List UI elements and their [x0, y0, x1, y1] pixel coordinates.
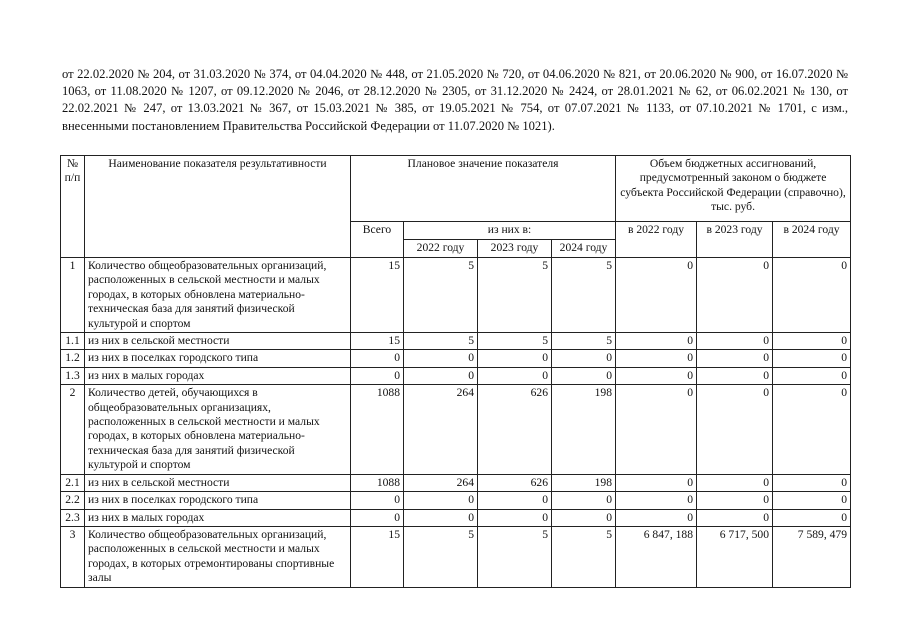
row-total: 0 — [351, 367, 404, 384]
row-plan-2023: 5 — [478, 333, 552, 350]
row-name: из них в поселках городского типа — [85, 350, 351, 367]
header-total: Всего — [351, 222, 404, 258]
row-budget-2022: 0 — [616, 258, 697, 333]
row-budget-2023: 0 — [697, 385, 773, 474]
row-plan-2024: 0 — [552, 350, 616, 367]
header-plan-2022: 2022 году — [404, 240, 478, 258]
row-total: 1088 — [351, 385, 404, 474]
row-num: 1.1 — [61, 333, 85, 350]
row-total: 15 — [351, 258, 404, 333]
row-plan-2022: 0 — [404, 350, 478, 367]
row-total: 0 — [351, 492, 404, 509]
row-name: Количество общеобразовательных организаций, расположенных в сельской местности и малых городах, в которых отремонтированы спортивные залы — [85, 526, 351, 587]
header-of-which: из них в: — [404, 222, 616, 240]
header-plan-2024: 2024 году — [552, 240, 616, 258]
row-num: 2.1 — [61, 474, 85, 491]
row-budget-2022: 0 — [616, 385, 697, 474]
row-name: из них в поселках городского типа — [85, 492, 351, 509]
intro-paragraph: от 22.02.2020 № 204, от 31.03.2020 № 374, от 04.04.2020 № 448, от 21.05.2020 № 720, от 04.06.2020 № 821, от 20.06.2020 № 900, от 16.07.2020 № 1063, от 11.08.2020 № 1207, от 09.12.2020 № 2046, от 28.12.2020 № 2305, от 31.12.2020 № 2424, от 28.01.2021 № 62, от 06.02.2021 № 130, от 22.02.2021 № 247, от 13.03.2021 № 367, от 15.03.2021 № 385, от 19.05.2021 № 754, от 07.07.2021 № 1133, от 07.10.2021 № 1701, с изм., внесенными постановлением Правительства Российской Федерации от 11.07.2020 № 1021). — [62, 67, 848, 133]
row-plan-2023: 0 — [478, 367, 552, 384]
row-num: 1.2 — [61, 350, 85, 367]
row-plan-2024: 0 — [552, 367, 616, 384]
table-row — [61, 258, 851, 333]
row-budget-2023: 0 — [697, 367, 773, 384]
row-budget-2024: 0 — [773, 258, 851, 333]
row-num: 1 — [61, 258, 85, 333]
row-total: 0 — [351, 350, 404, 367]
row-budget-2022: 0 — [616, 367, 697, 384]
row-plan-2022: 0 — [404, 492, 478, 509]
row-budget-2024: 0 — [773, 350, 851, 367]
row-plan-2022: 0 — [404, 367, 478, 384]
header-plan-2023: 2023 году — [478, 240, 552, 258]
row-budget-2022: 0 — [616, 474, 697, 491]
row-budget-2024: 0 — [773, 509, 851, 526]
table-row — [61, 333, 851, 350]
row-budget-2022: 0 — [616, 492, 697, 509]
row-budget-2024: 0 — [773, 385, 851, 474]
row-plan-2023: 5 — [478, 526, 552, 587]
table-row — [61, 492, 851, 509]
row-budget-2022: 0 — [616, 350, 697, 367]
row-budget-2024: 0 — [773, 367, 851, 384]
row-plan-2024: 5 — [552, 258, 616, 333]
row-plan-2024: 0 — [552, 492, 616, 509]
row-num: 1.3 — [61, 367, 85, 384]
row-plan-2024: 5 — [552, 526, 616, 587]
row-budget-2022: 0 — [616, 333, 697, 350]
row-name: из них в малых городах — [85, 367, 351, 384]
header-budget-2022: в 2022 году — [616, 222, 697, 258]
header-name: Наименование показателя результативности — [85, 156, 351, 258]
row-plan-2022: 264 — [404, 385, 478, 474]
row-plan-2023: 626 — [478, 385, 552, 474]
row-budget-2022: 0 — [616, 509, 697, 526]
row-name: из них в сельской местности — [85, 474, 351, 491]
row-plan-2022: 5 — [404, 258, 478, 333]
row-budget-2023: 6 717, 500 — [697, 526, 773, 587]
row-plan-2024: 0 — [552, 509, 616, 526]
table-row — [61, 509, 851, 526]
row-name: Количество детей, обучающихся в общеобразовательных организациях, расположенных в сельской местности и малых городах, в которых обновлена материально-техническая база для занятий физической культурой и спортом — [85, 385, 351, 474]
performance-table — [60, 155, 851, 588]
row-plan-2024: 198 — [552, 385, 616, 474]
row-name: из них в сельской местности — [85, 333, 351, 350]
row-budget-2023: 0 — [697, 509, 773, 526]
row-budget-2024: 0 — [773, 492, 851, 509]
row-name: Количество общеобразовательных организаций, расположенных в сельской местности и малых городах, в которых обновлена материально-техническая база для занятий физической культурой и спортом — [85, 258, 351, 333]
row-total: 0 — [351, 509, 404, 526]
header-budget-2024: в 2024 году — [773, 222, 851, 258]
row-budget-2023: 0 — [697, 333, 773, 350]
row-budget-2022: 6 847, 188 — [616, 526, 697, 587]
row-total: 15 — [351, 526, 404, 587]
header-num: № п/п — [61, 156, 85, 258]
row-plan-2024: 5 — [552, 333, 616, 350]
row-plan-2022: 5 — [404, 526, 478, 587]
row-num: 2.2 — [61, 492, 85, 509]
row-budget-2024: 0 — [773, 333, 851, 350]
table-row — [61, 367, 851, 384]
table-row — [61, 474, 851, 491]
row-num: 2.3 — [61, 509, 85, 526]
header-budget-2023: в 2023 году — [697, 222, 773, 258]
row-plan-2022: 5 — [404, 333, 478, 350]
row-plan-2022: 0 — [404, 509, 478, 526]
header-plan: Плановое значение показателя — [351, 156, 616, 222]
row-num: 3 — [61, 526, 85, 587]
row-plan-2023: 0 — [478, 509, 552, 526]
table-row — [61, 350, 851, 367]
row-plan-2023: 0 — [478, 492, 552, 509]
row-total: 1088 — [351, 474, 404, 491]
row-plan-2023: 5 — [478, 258, 552, 333]
row-plan-2024: 198 — [552, 474, 616, 491]
row-budget-2024: 0 — [773, 474, 851, 491]
row-plan-2023: 626 — [478, 474, 552, 491]
table-row — [61, 526, 851, 587]
row-name: из них в малых городах — [85, 509, 351, 526]
row-budget-2023: 0 — [697, 258, 773, 333]
header-budget: Объем бюджетных ассигнований, предусмотренный законом о бюджете субъекта Российской Федерации (справочно), тыс. руб. — [616, 156, 851, 222]
row-plan-2022: 264 — [404, 474, 478, 491]
row-plan-2023: 0 — [478, 350, 552, 367]
table-row — [61, 385, 851, 474]
row-budget-2023: 0 — [697, 492, 773, 509]
row-budget-2023: 0 — [697, 474, 773, 491]
row-total: 15 — [351, 333, 404, 350]
row-budget-2024: 7 589, 479 — [773, 526, 851, 587]
row-num: 2 — [61, 385, 85, 474]
row-budget-2023: 0 — [697, 350, 773, 367]
